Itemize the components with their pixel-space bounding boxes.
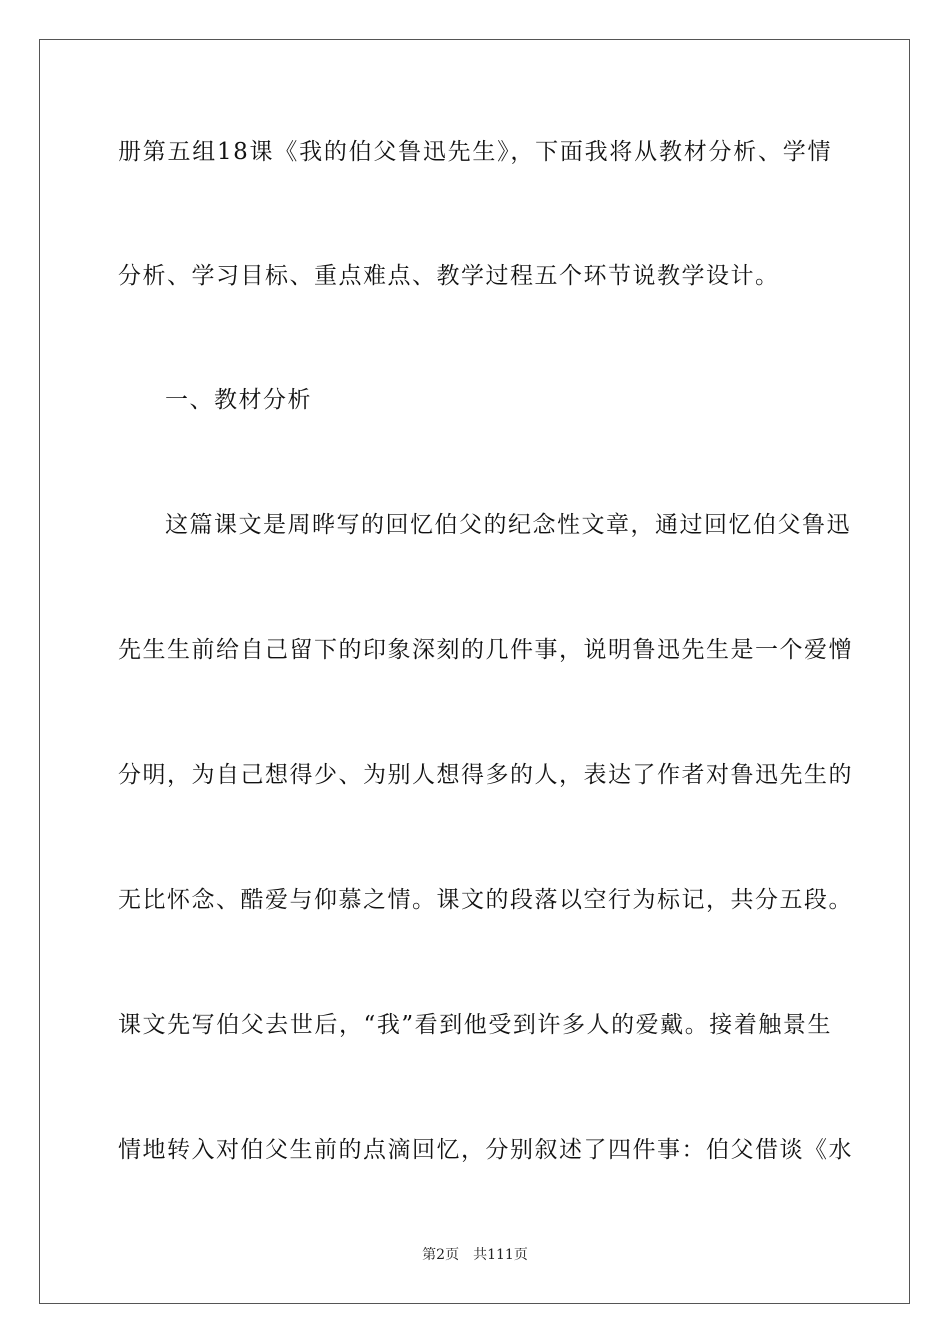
body-line-6: 分明，为自己想得少、为别人想得多的人，表达了作者对鲁迅先生的 [118, 762, 853, 788]
page-total: 共111页 [473, 1247, 528, 1263]
section-heading: 一、教材分析 [165, 387, 312, 413]
page-frame [39, 39, 910, 1304]
body-line-1: 册第五组18课《我的伯父鲁迅先生》，下面我将从教材分析、学情 [118, 139, 832, 165]
body-line-4: 这篇课文是周晔写的回忆伯父的纪念性文章，通过回忆伯父鲁迅 [165, 512, 851, 538]
page-number: 第2页 [422, 1247, 460, 1263]
body-line-7: 无比怀念、酷爱与仰慕之情。课文的段落以空行为标记，共分五段。 [118, 887, 853, 913]
body-line-9: 情地转入对伯父生前的点滴回忆，分别叙述了四件事：伯父借谈《水 [118, 1137, 853, 1163]
body-line-5: 先生生前给自己留下的印象深刻的几件事，说明鲁迅先生是一个爱憎 [118, 637, 853, 663]
page-footer [0, 1246, 950, 1264]
body-line-8: 课文先写伯父去世后，“我”看到他受到许多人的爱戴。接着触景生 [118, 1012, 832, 1038]
body-line-2: 分析、学习目标、重点难点、教学过程五个环节说教学设计。 [118, 263, 780, 289]
